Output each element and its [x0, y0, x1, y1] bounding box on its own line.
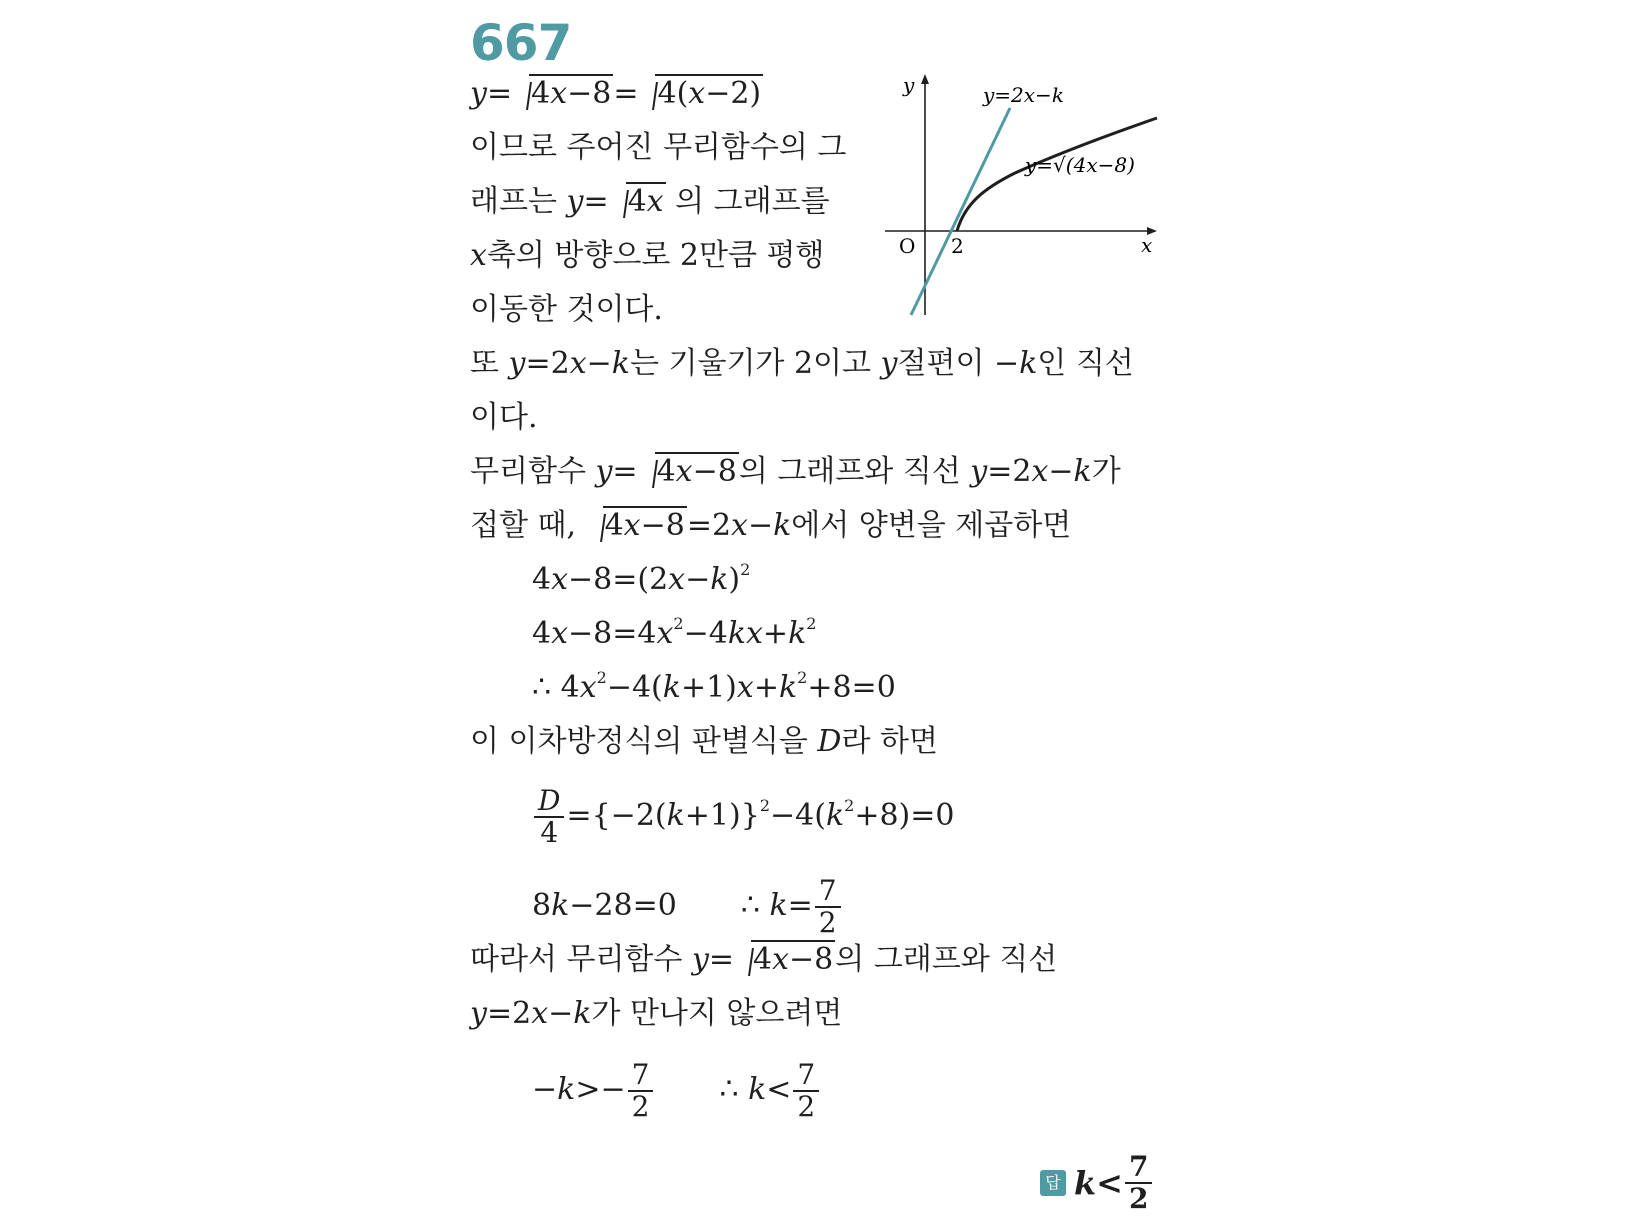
- text-line: 이다.: [470, 400, 538, 435]
- origin-label: O: [899, 234, 916, 258]
- y-axis-arrow: [921, 74, 929, 84]
- tangent-line: [911, 108, 1010, 315]
- x-tick-label: 2: [951, 234, 964, 258]
- final-answer: 답 k < $\frac{7}{2}$: [1040, 1152, 1154, 1214]
- inequality: −k>− $\frac{7}{2}$ ∴ k< $\frac{7}{2}$: [532, 1060, 821, 1122]
- text-line: 이므로 주어진 무리함수의 그: [470, 130, 847, 165]
- y-axis-label: y: [903, 73, 915, 97]
- text-line: 또 y=2x−k는 기울기가 2이고 y절편이 −k인 직선: [470, 346, 1134, 381]
- function-graph: [885, 70, 1175, 330]
- text-line: 접할 때, 4x−8=2x−k에서 양변을 제곱하면: [470, 506, 1071, 546]
- text-line: y=2x−k가 만나지 않으려면: [470, 996, 843, 1031]
- text-line: 따라서 무리함수 y= 4x−8의 그래프와 직선: [470, 940, 1057, 980]
- text-line: 래프는 y= 4x 의 그래프를: [470, 182, 830, 222]
- text-line: 이동한 것이다.: [470, 292, 663, 327]
- x-axis-label: x: [1141, 233, 1153, 257]
- line-label: y=2x−k: [983, 83, 1064, 107]
- equation: 8k−28=0 ∴ k= $\frac{7}{2}$: [532, 876, 843, 938]
- equation: $4x-8=(2x-k)^2$: [532, 560, 751, 597]
- discriminant-equation: $\frac{D}{4}$ $=\{-2(k+1)\}^2-4(k^2+8)=0$: [532, 786, 954, 848]
- curve-label: y=√(4x−8): [1025, 153, 1135, 177]
- equation: ∴ $4x^2-4(k+1)x+k^2+8=0$: [532, 668, 896, 705]
- answer-badge: 답: [1040, 1170, 1066, 1196]
- equation-y-sqrt: y= 4x−8= 4(x−2): [470, 74, 763, 114]
- text-line: x축의 방향으로 2만큼 평행: [470, 238, 825, 273]
- problem-number: 667: [470, 14, 572, 72]
- text-line: 무리함수 y= 4x−8의 그래프와 직선 y=2x−k가: [470, 452, 1121, 492]
- equation: $4x-8=4x^2-4kx+k^2$: [532, 614, 817, 651]
- text-line: 이 이차방정식의 판별식을 D라 하면: [470, 724, 938, 759]
